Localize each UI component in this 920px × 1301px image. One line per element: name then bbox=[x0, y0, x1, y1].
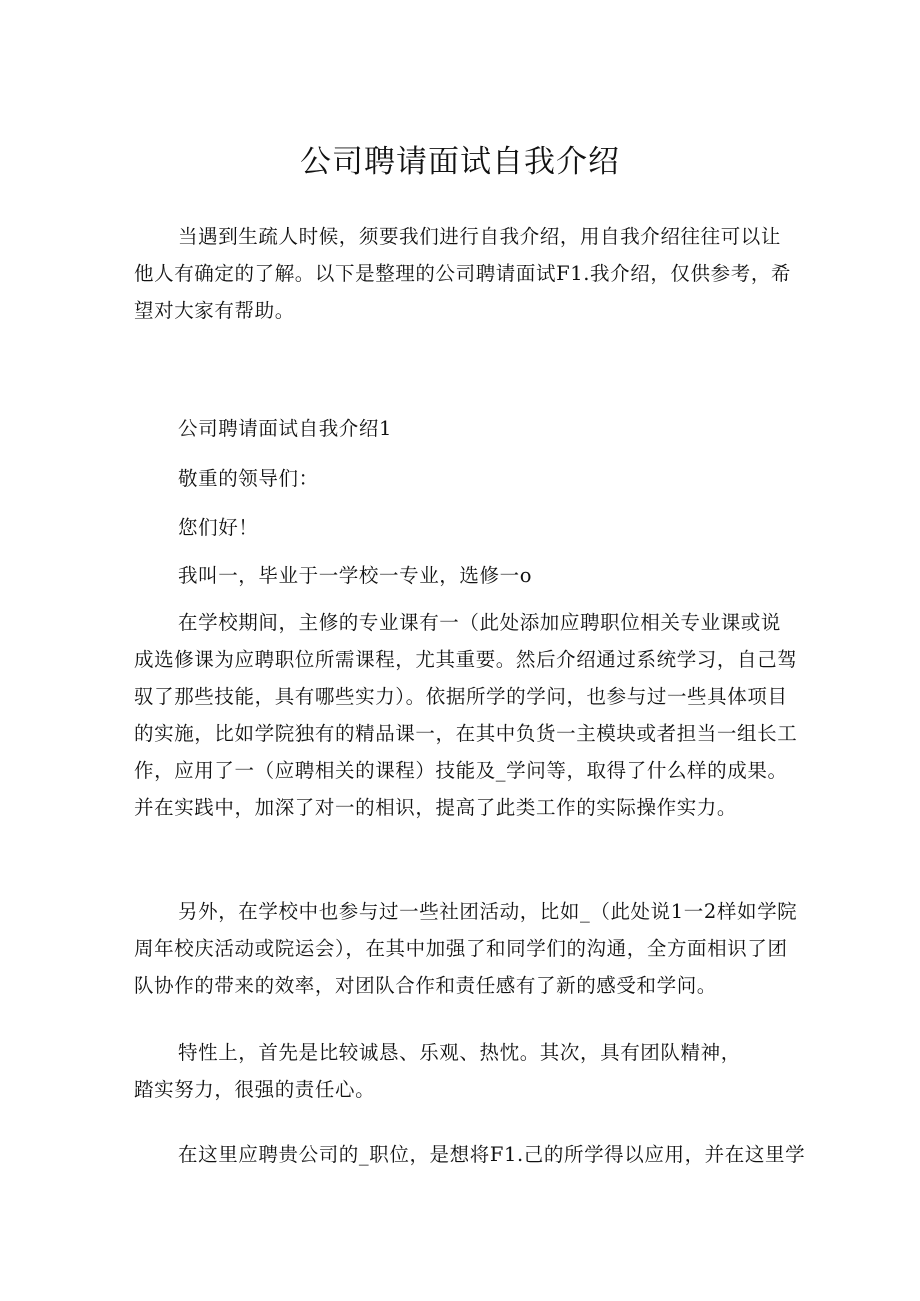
intro-line-3: 望对大家有帮助。 bbox=[134, 299, 295, 322]
salutation: 敬重的领导们： bbox=[178, 467, 319, 490]
name-line: 我叫一，毕业于一学校一专业，选修一o bbox=[178, 564, 533, 587]
section-heading: 公司聘请面试自我介绍1 bbox=[178, 417, 393, 440]
intro-paragraph bbox=[134, 218, 794, 329]
study-line-1: 在学校期间，主修的专业课有一（此处添加应聘职位相关专业课或说 bbox=[178, 611, 782, 634]
document-title: 公司聘请面试自我介绍 bbox=[300, 144, 620, 180]
greeting: 您们好！ bbox=[178, 516, 259, 539]
traits-paragraph bbox=[134, 1034, 794, 1108]
club-line-2: 周年校庆活动或院运会），在其中加强了和同学们的沟通，全方面相识了团 bbox=[134, 937, 788, 960]
study-line-5: 作，应用了一（应聘相关的课程）技能及_学问等，取得了什么样的成果。 bbox=[134, 759, 788, 782]
traits-line-1: 特性上，首先是比较诚恳、乐观、热忱。其次，具有团队精神， bbox=[178, 1041, 741, 1064]
study-line-2: 成选修课为应聘职位所需课程，尤其重要。然后介绍通过系统学习，自己驾 bbox=[134, 648, 798, 671]
study-line-4: 的实施，比如学院独有的精品课一，在其中负货一主模块或者担当一组长工 bbox=[134, 722, 798, 745]
club-line-1: 另外，在学校中也参与过一些社团活动，比如_（此处说1一2样如学院 bbox=[178, 900, 798, 923]
study-paragraph bbox=[134, 604, 798, 826]
intro-line-1: 当遇到生疏人时候，须要我们进行自我介绍，用自我介绍往往可以让 bbox=[178, 225, 782, 248]
intro-line-2: 他人有确定的了解。以下是整理的公司聘请面试F1.我介绍，仅供参考，希 bbox=[134, 262, 792, 285]
study-line-3: 驭了那些技能，具有哪些实力）。依据所学的学问，也参与过一些具体项目 bbox=[134, 685, 788, 708]
club-line-3: 队协作的带来的效率，对团队合作和责任感有了新的感受和学问。 bbox=[134, 974, 717, 997]
traits-line-2: 踏实努力，很强的责任心。 bbox=[134, 1078, 376, 1101]
apply-line-1: 在这里应聘贵公司的_职位，是想将F1.己的所学得以应用，并在这里学 bbox=[178, 1143, 806, 1166]
apply-paragraph bbox=[134, 1136, 806, 1173]
study-line-6: 并在实践中，加深了对一的相识，提高了此类工作的实际操作实力。 bbox=[134, 796, 738, 819]
club-paragraph bbox=[134, 893, 798, 1004]
